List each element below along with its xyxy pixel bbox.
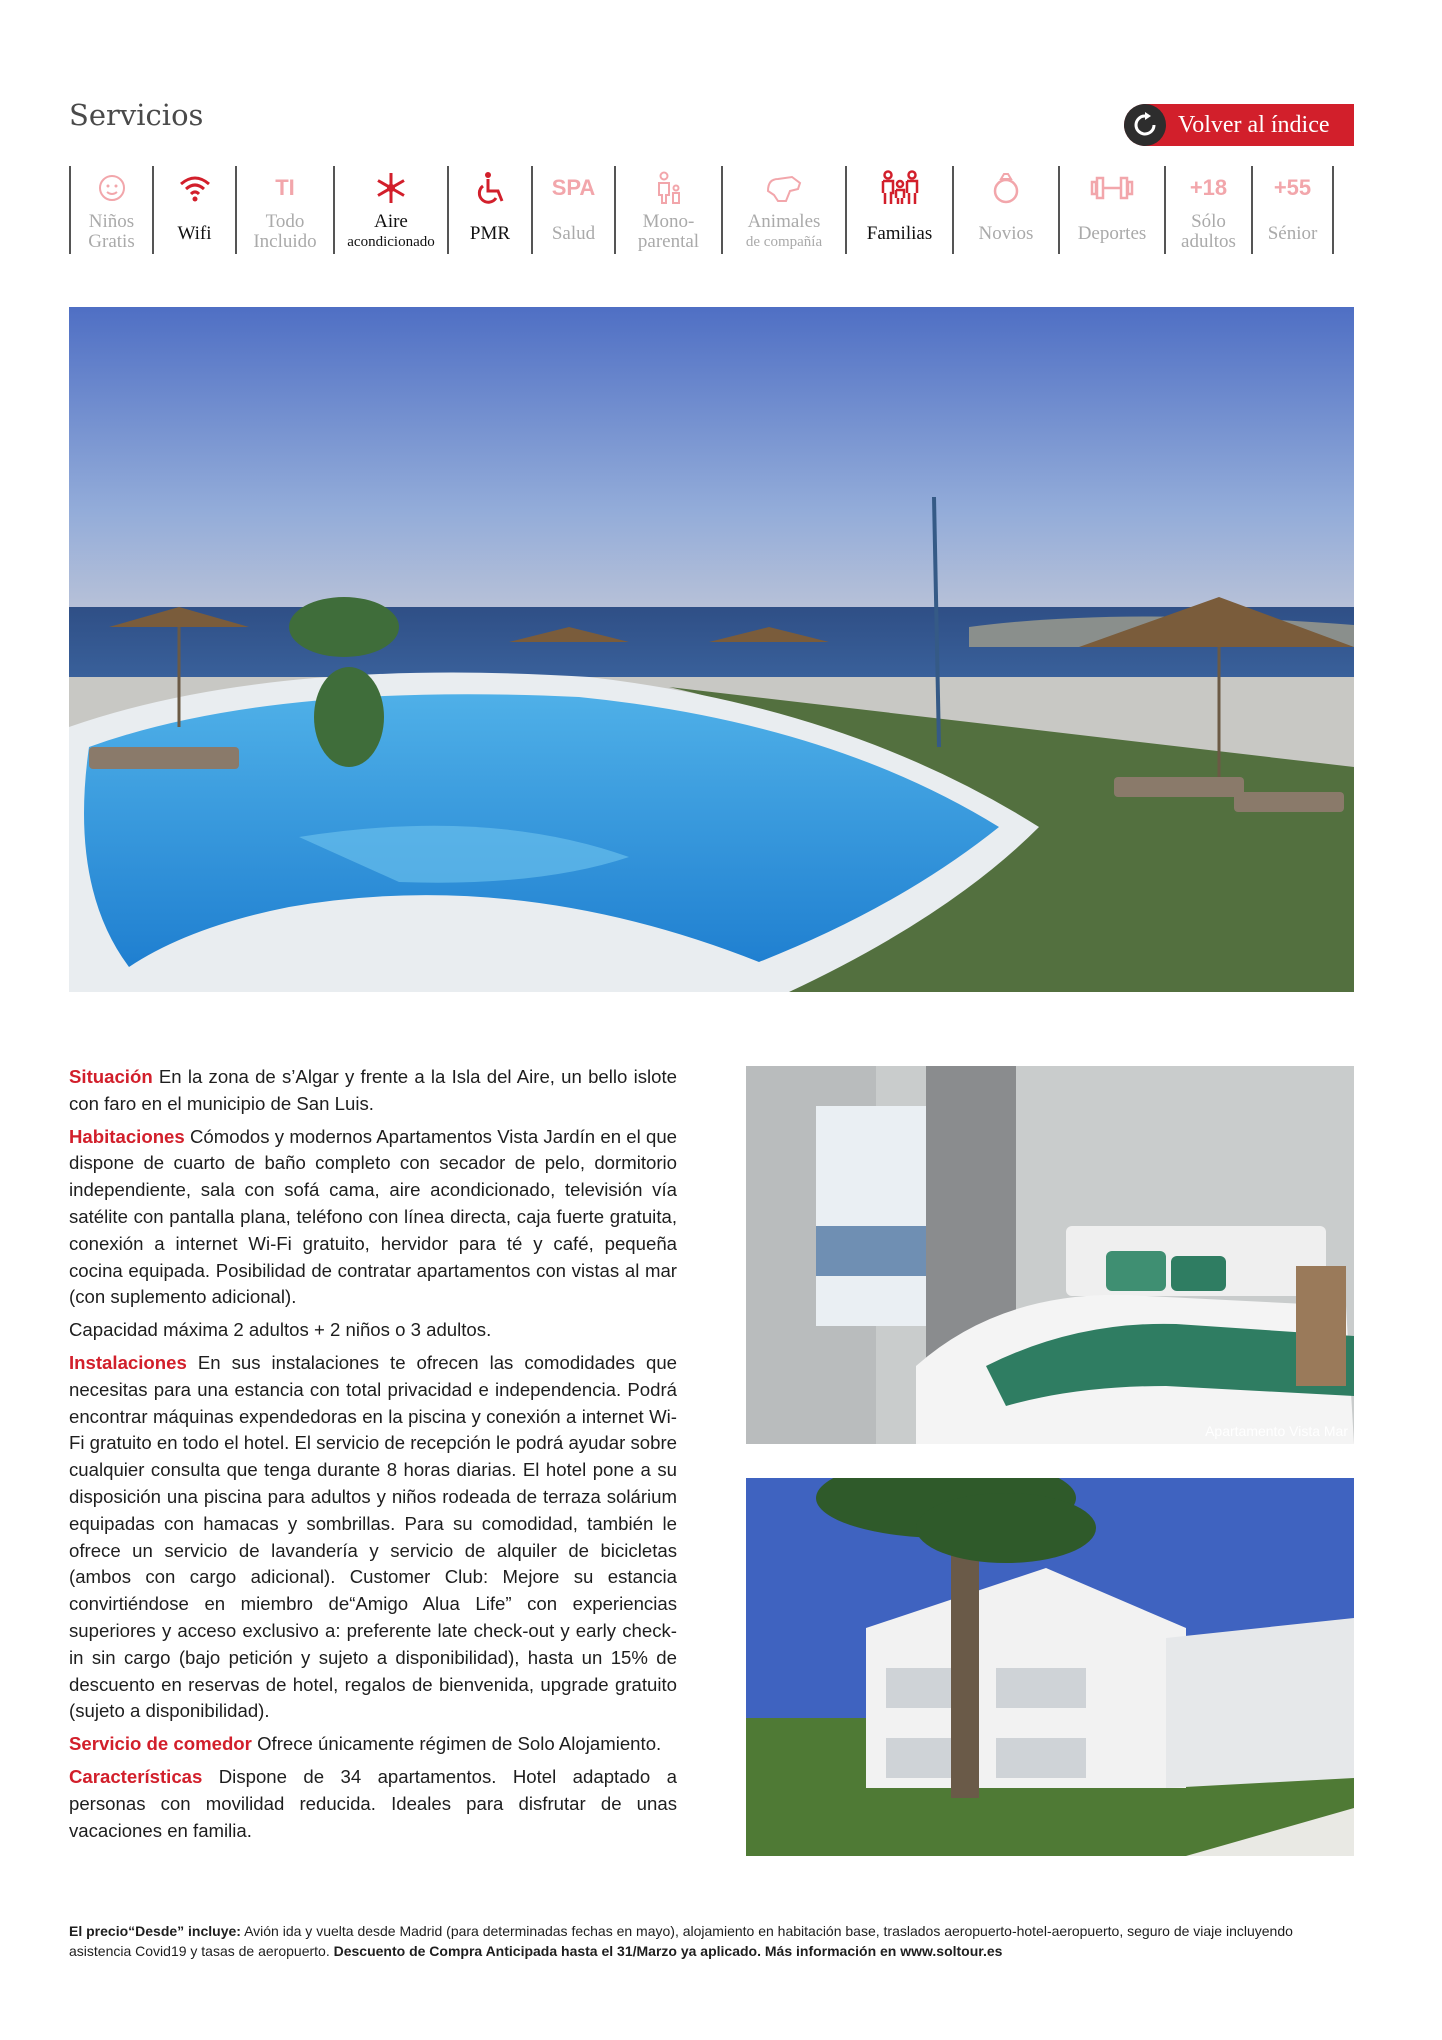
wheelchair-icon (474, 168, 506, 208)
service-familias: Familias (845, 166, 952, 254)
snowflake-icon (374, 168, 408, 208)
hotel-description (69, 1064, 677, 1850)
service-monoparental: Mono- parental (614, 166, 721, 254)
room-photo (746, 1066, 1354, 1444)
service-novios: Novios (952, 166, 1058, 254)
service-todo-incluido: TI Todo Incluido (235, 166, 333, 254)
room-photo-caption: Apartamento Vista Mar (1205, 1423, 1348, 1439)
spa-icon: SPA (551, 175, 596, 200)
service-deportes: Deportes (1058, 166, 1164, 254)
wifi-icon (179, 168, 211, 208)
hero-pool-photo (69, 307, 1354, 992)
adults-icon: +18 (1189, 175, 1228, 200)
service-senior: +55 Sénior (1251, 166, 1334, 254)
capacidad-paragraph: Capacidad máxima 2 adultos + 2 niños o 3 adultos. (69, 1319, 492, 1341)
dumbbell-icon (1089, 168, 1135, 208)
child-face-icon (97, 168, 127, 208)
comedor-paragraph: Servicio de comedor Ofrece únicamente régimen de Solo Alojamiento. (69, 1733, 662, 1755)
back-to-index-label: Volver al índice (1178, 111, 1330, 138)
service-pmr: PMR (447, 166, 531, 254)
service-animales: Animales de compañía (721, 166, 845, 254)
page-title: Servicios (69, 98, 204, 132)
ti-icon: TI (275, 175, 295, 200)
price-footnote: El precio“Desde” incluye: Avión ida y vuelta desde Madrid (para determinadas fechas en mayo), alojamiento en habitación base, traslados aeropuerto-hotel-aeropuerto, seguro de viaje incluyendo asistencia Covid19 y tasas de aeropuerto. Descuento de Compra Anticipada hasta el 31/Marzo ya aplicado. Más información en www.soltour.es (69, 1923, 1293, 1959)
instalaciones-paragraph: Instalaciones En sus instalaciones te ofrecen las comodidades que necesitas para una estancia con total privacidad e independencia. Podrá encontrar máquinas expendedoras en la piscina y conexión a internet Wi-Fi gratuito en todo el hotel. El servicio de recepción le podrá ayudar sobre cualquier consulta que tenga durante 8 horas diarias. El hotel pone a su disposición una piscina para adultos y niños rodeada de terraza solárium equipadas con hamacas y sombrillas. Para su comodidad, también le ofrece un servicio de lavandería y servicio de alquiler de bicicletas (ambos con cargo adicional). Customer Club: Mejore su estancia convirtiéndose en miembro de“Amigo Alua Life” con experiencias superiores y acceso exclusivo a: preferente late check-out y early check-in sin cargo (bajo petición y sujeto a disponibilidad), hasta un 15% de descuento en reservas de hotel, regalos de bienvenida, upgrade gratuito (sujeto a disponibilidad). (69, 1351, 677, 1722)
ring-icon (991, 168, 1021, 208)
pet-icon (764, 168, 804, 208)
service-solo-adultos: +18 Sólo adultos (1164, 166, 1251, 254)
caracteristicas-paragraph: Características Dispone de 34 apartamentos. Hotel adaptado a personas con movilidad reducida. Ideales para disfrutar de unas vacaciones en familia. (69, 1765, 677, 1841)
back-to-index-button[interactable] (1124, 104, 1354, 146)
refresh-icon (1124, 104, 1166, 146)
building-photo (746, 1478, 1354, 1856)
senior-icon: +55 (1273, 175, 1312, 200)
situacion-paragraph: Situación En la zona de s’Algar y frente a la Isla del Aire, un bello islote con faro en el municipio de San Luis. (69, 1066, 677, 1114)
service-aire-acondicionado: Aire acondicionado (333, 166, 447, 254)
single-parent-icon (654, 168, 684, 208)
service-ninos-gratis: Niños Gratis (69, 166, 152, 254)
service-wifi: Wifi (152, 166, 235, 254)
services-bar (69, 166, 1354, 254)
family-icon (880, 168, 920, 208)
habitaciones-paragraph: Habitaciones Cómodos y modernos Apartamentos Vista Jardín en el que dispone de cuarto de baño completo con secador de pelo, dormitorio independiente, sala con sofá cama, aire acondicionado, televisión vía satélite con pantalla plana, teléfono con línea directa, caja fuerte gratuita, conexión a internet Wi-Fi gratuito, hervidor para té y café, pequeña cocina equipada. Posibilidad de contratar apartamentos con vistas al mar (con suplemento adicional). (69, 1125, 677, 1308)
service-salud: SPA Salud (531, 166, 614, 254)
